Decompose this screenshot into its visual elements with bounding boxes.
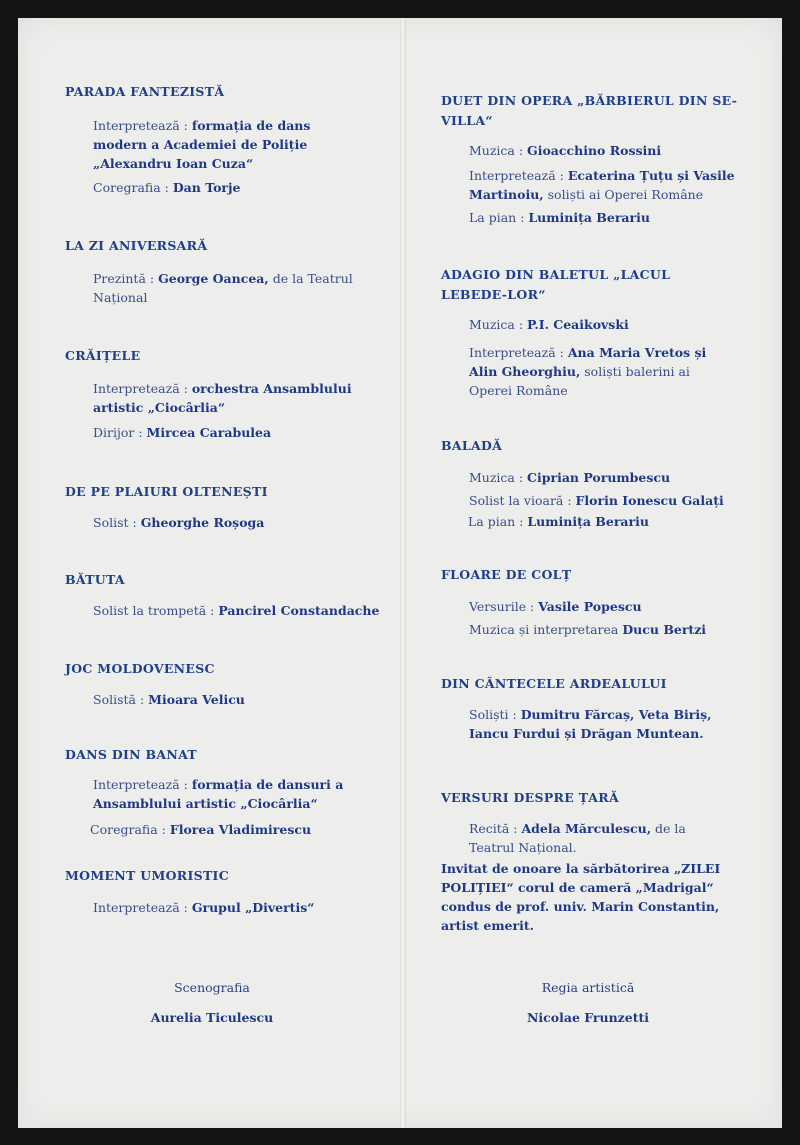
composer-line: Muzica : P.I. Ceaikovski [469, 317, 629, 332]
credit-role: Regia artistică [541, 980, 635, 995]
section-title: ADAGIO DIN BALETUL „LACUL LEBEDE-LOR“ [441, 267, 671, 302]
composer-line: Muzica : Gioacchino Rossini [469, 143, 662, 158]
credit-role: Scenografia [174, 980, 250, 995]
performer-line: Interpretează : formația de dans modern a Academiei de Poliție „Alexandru Ioan Cuza“ [93, 118, 311, 171]
performer-line: Interpretează : orchestra Ansamblului artistic „Ciocârlia“ [93, 381, 352, 415]
credit-name: Nicolae Frunzetti [526, 1010, 650, 1025]
section-title: CRĂIȚELE [65, 348, 141, 363]
pianist-line: La pian : Luminița Berariu [468, 514, 649, 529]
soloist-line: Solist la trompetă : Pancirel Constandache [93, 603, 380, 618]
lyrics-line: Versurile : Vasile Popescu [469, 599, 642, 614]
section-title: VERSURI DESPRE ȚARĂ [441, 790, 619, 805]
choreographer-line: Coregrafia : Florea Vladimirescu [90, 822, 312, 837]
section-title: DUET DIN OPERA „BĂRBIERUL DIN SE-VILLA“ [441, 93, 738, 128]
conductor-line: Dirijor : Mircea Carabulea [93, 425, 272, 440]
soloist-line: Solist : Gheorghe Roșoga [93, 515, 265, 530]
performer-line: Interpretează : formația de dansuri a Ansamblului artistic „Ciocârlia“ [93, 777, 344, 811]
performer-line: Interpretează : Ecaterina Țuțu și Vasile Martinoiu, soliști ai Operei Române [469, 168, 735, 202]
section-title: DE PE PLAIURI OLTENEȘTI [65, 484, 268, 499]
music-performer-line: Muzica și interpretarea Ducu Bertzi [469, 622, 707, 637]
section-title: BALADĂ [441, 438, 503, 453]
section-title: FLOARE DE COLȚ [441, 567, 572, 582]
section-title: MOMENT UMORISTIC [65, 868, 229, 883]
soloist-line: Solistă : Mioara Velicu [93, 692, 245, 707]
violinist-line: Solist la vioară : Florin Ionescu Galați [469, 493, 724, 508]
section-title: JOC MOLDOVENESC [65, 661, 215, 676]
choreographer-line: Coregrafia : Dan Torje [93, 180, 241, 195]
presenter-line: Prezintă : George Oancea, de la Teatrul Național [93, 271, 353, 305]
performer-line: Interpretează : Ana Maria Vretos și Alin Gheorghiu, soliști balerini ai Operei Române [469, 345, 707, 398]
center-fold [400, 18, 406, 1128]
composer-line: Muzica : Ciprian Porumbescu [469, 470, 671, 485]
section-title: BĂTUTA [65, 572, 125, 587]
credit-name: Aurelia Ticulescu [150, 1010, 274, 1025]
reciter-line: Recită : Adela Mărculescu, de la Teatrul Național. [469, 821, 686, 855]
section-title: DANS DIN BANAT [65, 747, 198, 762]
performer-line: Interpretează : Grupul „Divertis“ [93, 900, 315, 915]
section-title: DIN CÂNTECELE ARDEALULUI [441, 676, 667, 691]
section-title: LA ZI ANIVERSARĂ [65, 238, 208, 253]
honor-guest-note: Invitat de onoare la sărbătorirea „ZILEI POLIȚIEI“ corul de cameră „Madrigal“ condus de prof. univ. Marin Constantin, artist emerit. [441, 861, 721, 933]
section-title: PARADA FANTEZISTĂ [65, 84, 225, 99]
soloists-line: Soliști : Dumitru Fărcaș, Veta Biriș, Iancu Furdui și Drăgan Muntean. [469, 707, 712, 741]
pianist-line: La pian : Luminița Berariu [469, 210, 650, 225]
